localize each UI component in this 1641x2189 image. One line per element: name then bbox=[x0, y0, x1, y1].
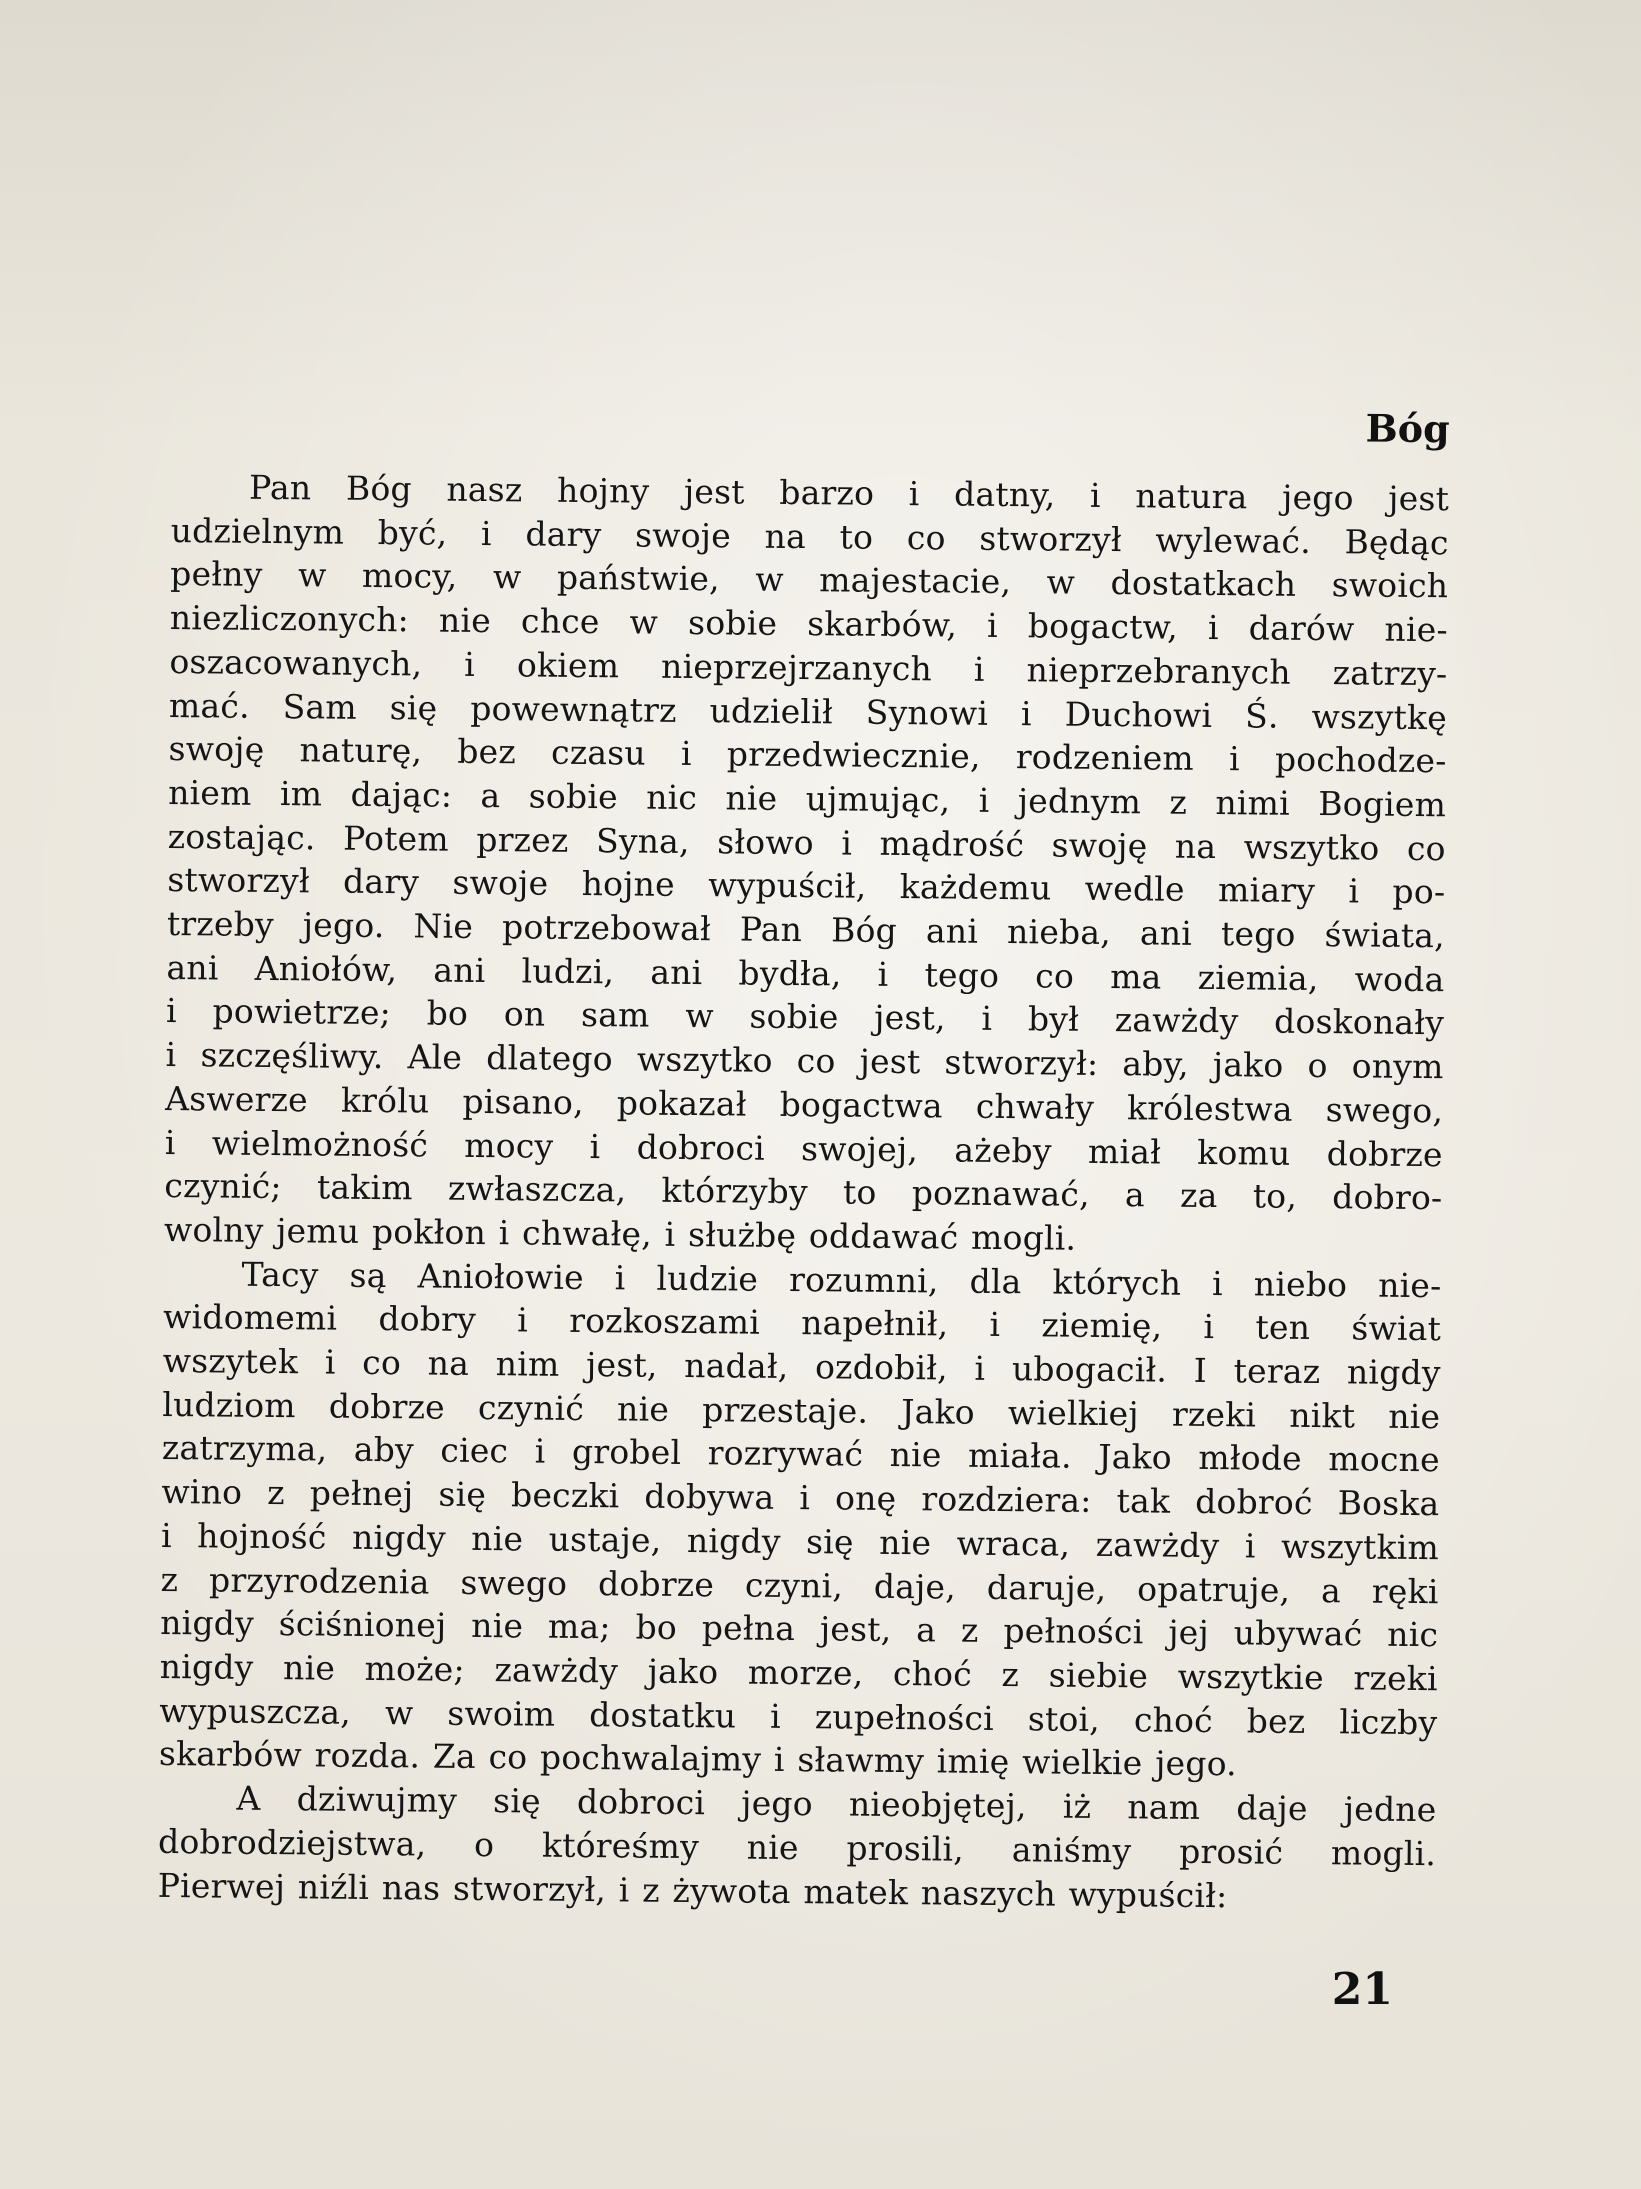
text-line: skarbów rozda. Za co pochwalajmy i sławmy imię wielkie jego. bbox=[158, 1734, 1238, 1784]
text-line: dobrodziejstwa, o któreśmy nie prosili, aniśmy prosić mogli. bbox=[157, 1821, 1437, 1873]
text-line: Pierwej niźli nas stworzył, i z żywota matek naszych wypuścił: bbox=[157, 1865, 1228, 1915]
text-line: niem im dając: a sobie nic nie ujmując, i jednym z nimi Bogiem bbox=[167, 772, 1447, 825]
page-number: 21 bbox=[1331, 1964, 1393, 2015]
text-line: i wielmożność mocy i dobroci swojej, ażeby miał komu dobrze bbox=[164, 1122, 1443, 1174]
text-line: niezliczonych: nie chce w sobie skarbów, i bogactw, i darów nie- bbox=[169, 598, 1448, 650]
text-line: wypuszcza, w swoim dostatku i zupełności stoi, choć bez liczby bbox=[159, 1690, 1438, 1742]
text-line: udzielnym być, i dary swoje na to co stworzył wylewać. Będąc bbox=[170, 510, 1449, 562]
text-line: i szczęśliwy. Ale dlatego wszytko co jest stworzył: aby, jako o onym bbox=[165, 1035, 1444, 1087]
text-line: nigdy nie może; zawżdy jako morze, choć z siebie wszytkie rzeki bbox=[159, 1646, 1438, 1699]
text-line: swoję naturę, bez czasu i przedwiecznie, rodzeniem i pochodze- bbox=[168, 729, 1447, 781]
text-line: zatrzyma, aby ciec i grobel rozrywać nie miała. Jako młode mocne bbox=[161, 1428, 1441, 1480]
text-line: wino z pełnej się beczki dobywa i onę rozdziera: tak dobroć Boska bbox=[161, 1472, 1440, 1524]
page-body bbox=[157, 395, 1449, 1919]
text-line: nigdy ściśnionej nie ma; bo pełna jest, a z pełności jej ubywać nic bbox=[160, 1603, 1439, 1655]
text-line: Aswerze królu pisano, pokazał bogactwa chwały królestwa swego, bbox=[165, 1078, 1444, 1131]
text-line: pełny w mocy, w państwie, w majestacie, w dostatkach swoich bbox=[170, 554, 1449, 606]
text-line: ani Aniołów, ani ludzi, ani bydła, i tego co ma ziemia, woda bbox=[166, 947, 1445, 999]
text-line: mać. Sam się powewnątrz udzielił Synowi i Duchowi Ś. wszytkę bbox=[168, 685, 1448, 737]
text-line: i hojność nigdy nie ustaje, nigdy się nie wraca, zawżdy i wszytkim bbox=[160, 1515, 1440, 1568]
text-line: Tacy są Aniołowie i ludzie rozumni, dla których i niebo nie- bbox=[241, 1254, 1442, 1305]
text-line: czynić; takim zwłaszcza, którzyby to poznawać, a za to, dobro- bbox=[164, 1166, 1443, 1218]
text-line: widomemi dobry i rozkoszami napełnił, i ziemię, i ten świat bbox=[162, 1297, 1442, 1349]
text-line: wszytek i co na nim jest, nadał, ozdobił, i ubogacił. I teraz nigdy bbox=[162, 1341, 1441, 1393]
text-line: z przyrodzenia swego dobrze czyni, daje, daruje, opatruje, a ręki bbox=[160, 1559, 1439, 1611]
text-line: Pan Bóg nasz hojny jest barzo i datny, i natura jego jest bbox=[248, 467, 1450, 519]
text-line: wolny jemu pokłon i chwałę, i służbę oddawać mogli. bbox=[163, 1209, 1077, 1258]
text-line: i powietrze; bo on sam w sobie jest, i był zawżdy doskonały bbox=[165, 991, 1445, 1043]
text-line: A dziwujmy się dobroci jego nieobjętej, iż nam daje jedne bbox=[236, 1778, 1437, 1830]
paragraph-1 bbox=[164, 465, 1449, 1264]
text-line: oszacowanych, i okiem nieprzejrzanych i nieprzebranych zatrzy- bbox=[169, 641, 1448, 694]
paragraph-2 bbox=[159, 1252, 1442, 1789]
section-heading: Bóg bbox=[1365, 405, 1450, 452]
text-line: stworzył dary swoje hojne wypuścił, każdemu wedle miary i po- bbox=[167, 860, 1446, 912]
text-line: ludziom dobrze czynić nie przestaje. Jako wielkiej rzeki nikt nie bbox=[162, 1384, 1441, 1436]
paragraph-3 bbox=[157, 1776, 1436, 1919]
text-line: zostając. Potem przez Syna, słowo i mądrość swoję na wszytko co bbox=[167, 816, 1446, 868]
text-line: trzeby jego. Nie potrzebował Pan Bóg ani nieba, ani tego świata, bbox=[166, 904, 1446, 956]
body-text bbox=[157, 465, 1449, 1919]
